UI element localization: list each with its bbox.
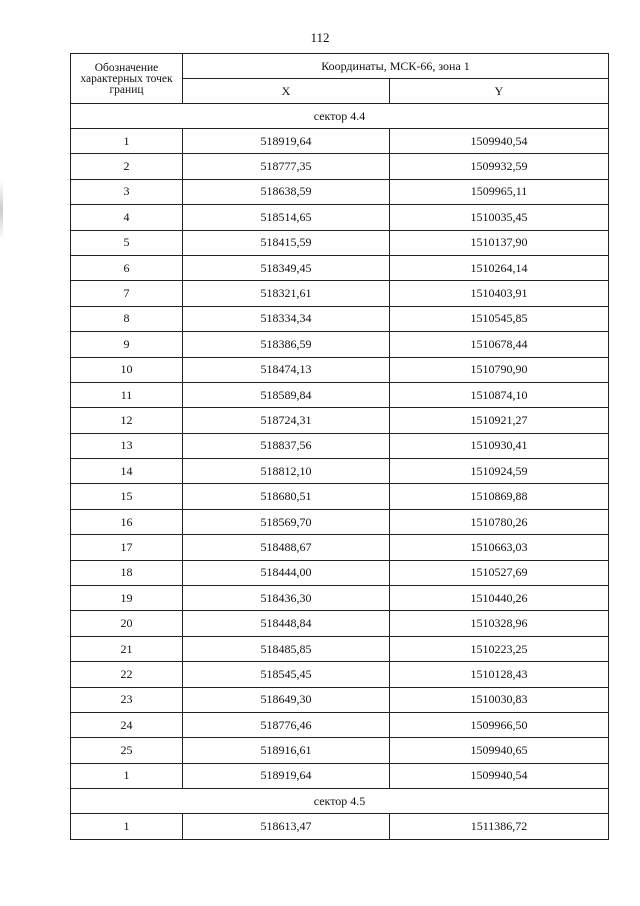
- point-number-cell: 19: [71, 586, 183, 611]
- table-row: [71, 763, 609, 788]
- x-coordinate-cell: 518638,59: [183, 179, 390, 204]
- x-coordinate-cell: 518349,45: [183, 255, 390, 280]
- x-coordinate-cell: 518415,59: [183, 230, 390, 255]
- x-coordinate-cell: 518334,34: [183, 306, 390, 331]
- x-coordinate-cell: 518488,67: [183, 535, 390, 560]
- x-column-header: X: [183, 79, 390, 104]
- point-number-cell: 4: [71, 205, 183, 230]
- y-coordinate-cell: 1510223,25: [390, 636, 609, 661]
- point-number-cell: 13: [71, 433, 183, 458]
- point-number-cell: 25: [71, 738, 183, 763]
- y-coordinate-cell: 1510128,43: [390, 662, 609, 687]
- x-coordinate-cell: 518649,30: [183, 687, 390, 712]
- sector-row: [71, 104, 609, 129]
- point-number-cell: 5: [71, 230, 183, 255]
- point-number-cell: 1: [71, 763, 183, 788]
- x-coordinate-cell: 518613,47: [183, 814, 390, 839]
- point-number-cell: 18: [71, 560, 183, 585]
- y-coordinate-cell: 1510790,90: [390, 357, 609, 382]
- point-number-cell: 1: [71, 814, 183, 839]
- y-coordinate-cell: 1510545,85: [390, 306, 609, 331]
- table-row: [71, 459, 609, 484]
- y-coordinate-cell: 1510264,14: [390, 255, 609, 280]
- point-number-cell: 23: [71, 687, 183, 712]
- x-coordinate-cell: 518724,31: [183, 408, 390, 433]
- y-coordinate-cell: 1509940,65: [390, 738, 609, 763]
- coordinates-table-container: [70, 53, 608, 840]
- y-coordinate-cell: 1510678,44: [390, 332, 609, 357]
- y-coordinate-cell: 1510924,59: [390, 459, 609, 484]
- point-number-cell: 1: [71, 129, 183, 154]
- table-row: [71, 129, 609, 154]
- table-row: [71, 357, 609, 382]
- x-coordinate-cell: 518386,59: [183, 332, 390, 357]
- y-coordinate-cell: 1510035,45: [390, 205, 609, 230]
- table-row: [71, 611, 609, 636]
- x-coordinate-cell: 518776,46: [183, 712, 390, 737]
- point-number-cell: 12: [71, 408, 183, 433]
- table-row: [71, 535, 609, 560]
- y-coordinate-cell: 1510921,27: [390, 408, 609, 433]
- y-coordinate-cell: 1510403,91: [390, 281, 609, 306]
- y-coordinate-cell: 1510874,10: [390, 382, 609, 407]
- x-coordinate-cell: 518916,61: [183, 738, 390, 763]
- table-row: [71, 586, 609, 611]
- y-coordinate-cell: 1510869,88: [390, 484, 609, 509]
- y-coordinate-cell: 1510930,41: [390, 433, 609, 458]
- x-coordinate-cell: 518837,56: [183, 433, 390, 458]
- table-row: [71, 382, 609, 407]
- coordinates-system-header: Координаты, МСК-66, зона 1: [183, 54, 609, 79]
- table-row: [71, 509, 609, 534]
- x-coordinate-cell: 518812,10: [183, 459, 390, 484]
- y-coordinate-cell: 1510137,90: [390, 230, 609, 255]
- page-number: 112: [310, 30, 330, 45]
- y-coordinate-cell: 1511386,72: [390, 814, 609, 839]
- table-row: [71, 433, 609, 458]
- coordinates-table: [70, 53, 609, 840]
- y-coordinate-cell: 1509940,54: [390, 763, 609, 788]
- point-number-cell: 2: [71, 154, 183, 179]
- x-coordinate-cell: 518589,84: [183, 382, 390, 407]
- point-number-cell: 10: [71, 357, 183, 382]
- y-coordinate-cell: 1510440,26: [390, 586, 609, 611]
- table-row: [71, 687, 609, 712]
- table-row: [71, 484, 609, 509]
- point-number-cell: 7: [71, 281, 183, 306]
- table-row: [71, 154, 609, 179]
- y-coordinate-cell: 1510030,83: [390, 687, 609, 712]
- sector-title: сектор 4.5: [71, 789, 609, 814]
- y-coordinate-cell: 1510663,03: [390, 535, 609, 560]
- point-number-cell: 15: [71, 484, 183, 509]
- point-number-cell: 3: [71, 179, 183, 204]
- point-number-cell: 16: [71, 509, 183, 534]
- table-row: [71, 255, 609, 280]
- x-coordinate-cell: 518514,65: [183, 205, 390, 230]
- point-number-cell: 14: [71, 459, 183, 484]
- table-row: [71, 306, 609, 331]
- table-row: [71, 738, 609, 763]
- point-designation-header: Обозначение характерных точек границ: [71, 54, 183, 104]
- x-coordinate-cell: 518321,61: [183, 281, 390, 306]
- table-row: [71, 814, 609, 839]
- scan-margin-artifact: [0, 180, 3, 240]
- point-number-cell: 8: [71, 306, 183, 331]
- x-coordinate-cell: 518436,30: [183, 586, 390, 611]
- table-header: [71, 54, 609, 104]
- table-body: [71, 104, 609, 840]
- table-row: [71, 179, 609, 204]
- point-number-cell: 24: [71, 712, 183, 737]
- y-coordinate-cell: 1510527,69: [390, 560, 609, 585]
- table-row: [71, 712, 609, 737]
- x-coordinate-cell: 518474,13: [183, 357, 390, 382]
- point-number-cell: 20: [71, 611, 183, 636]
- point-number-cell: 22: [71, 662, 183, 687]
- x-coordinate-cell: 518569,70: [183, 509, 390, 534]
- table-row: [71, 281, 609, 306]
- y-coordinate-cell: 1509932,59: [390, 154, 609, 179]
- y-coordinate-cell: 1510328,96: [390, 611, 609, 636]
- point-number-cell: 6: [71, 255, 183, 280]
- x-coordinate-cell: 518919,64: [183, 129, 390, 154]
- x-coordinate-cell: 518485,85: [183, 636, 390, 661]
- sector-row: [71, 789, 609, 814]
- table-row: [71, 332, 609, 357]
- y-column-header: Y: [390, 79, 609, 104]
- point-number-cell: 17: [71, 535, 183, 560]
- table-row: [71, 636, 609, 661]
- sector-title: сектор 4.4: [71, 104, 609, 129]
- y-coordinate-cell: 1509965,11: [390, 179, 609, 204]
- x-coordinate-cell: 518919,64: [183, 763, 390, 788]
- point-number-cell: 11: [71, 382, 183, 407]
- x-coordinate-cell: 518680,51: [183, 484, 390, 509]
- y-coordinate-cell: 1510780,26: [390, 509, 609, 534]
- table-row: [71, 662, 609, 687]
- point-number-cell: 9: [71, 332, 183, 357]
- x-coordinate-cell: 518545,45: [183, 662, 390, 687]
- x-coordinate-cell: 518777,35: [183, 154, 390, 179]
- table-row: [71, 205, 609, 230]
- x-coordinate-cell: 518444,00: [183, 560, 390, 585]
- table-row: [71, 560, 609, 585]
- table-row: [71, 408, 609, 433]
- x-coordinate-cell: 518448,84: [183, 611, 390, 636]
- table-row: [71, 230, 609, 255]
- y-coordinate-cell: 1509966,50: [390, 712, 609, 737]
- point-number-cell: 21: [71, 636, 183, 661]
- y-coordinate-cell: 1509940,54: [390, 129, 609, 154]
